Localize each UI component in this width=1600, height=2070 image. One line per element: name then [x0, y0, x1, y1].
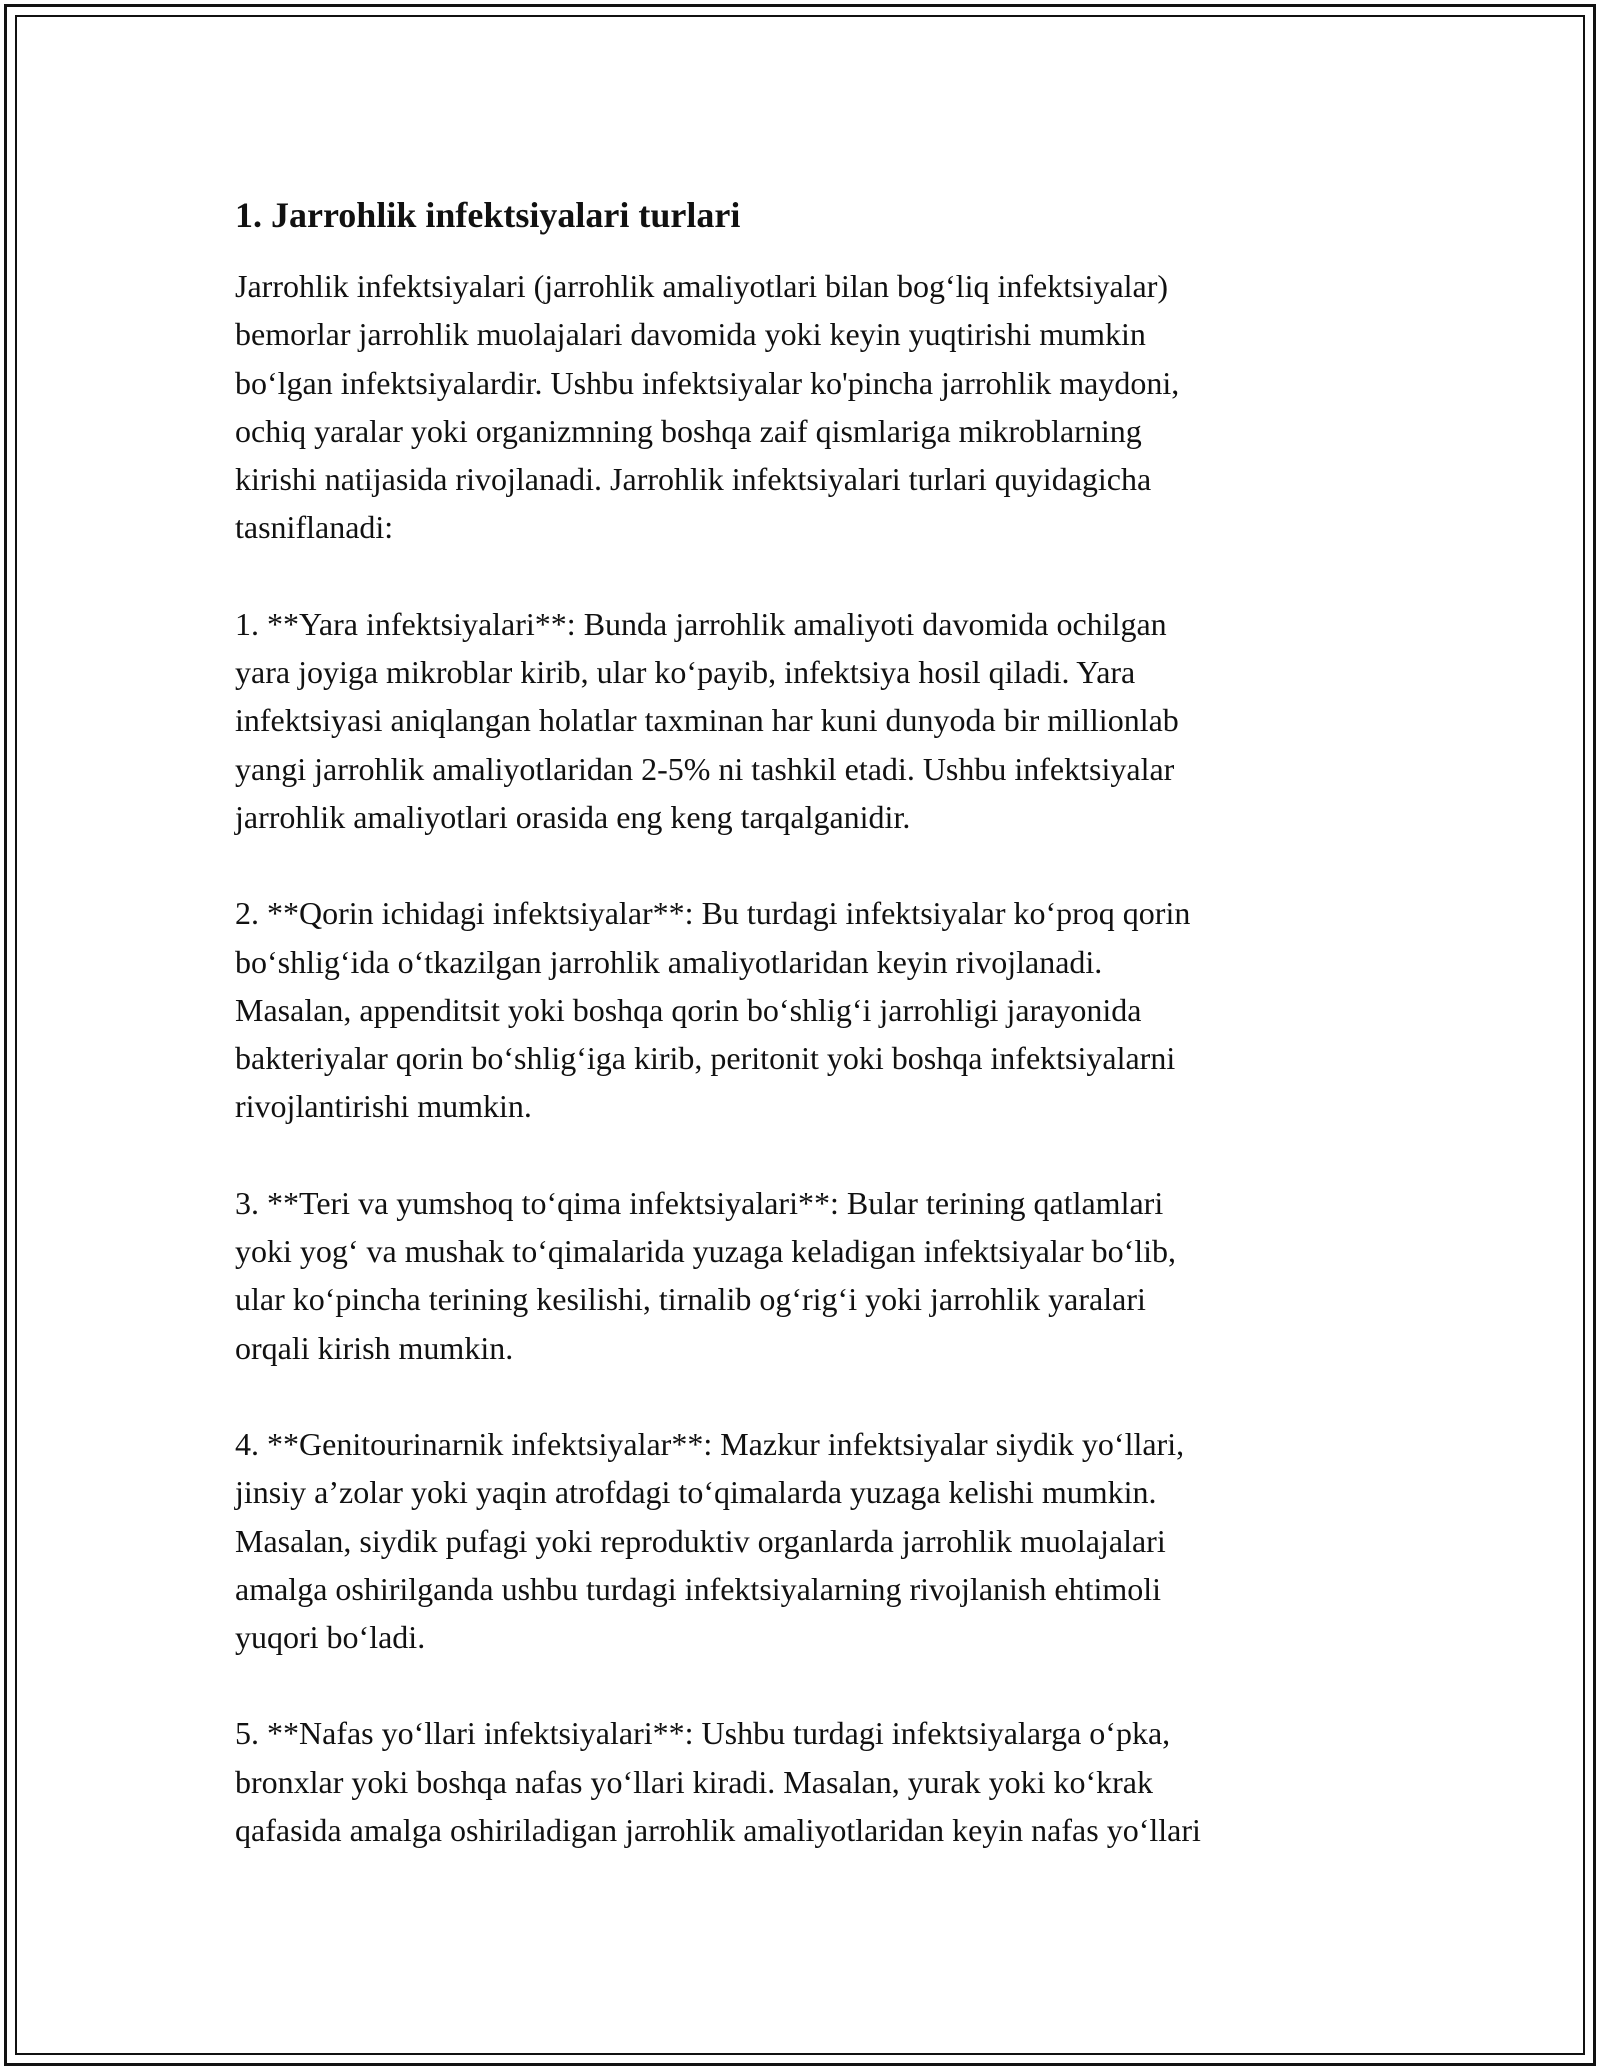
list-item-skin-soft-tissue-infections: 3. **Teri va yumshoq to‘qima infektsiyalari**: Bular terining qatlamlari yoki yog‘ va mushak to‘qimalarida yuzaga keladigan infektsiyalar bo‘lib, ular ko‘pincha terining kesilishi, tirnalib og‘rig‘i yoki jarrohlik yaralari orqali kirish mumkin. — [235, 1184, 1177, 1366]
list-item-wound-infections: 1. **Yara infektsiyalari**: Bunda jarrohlik amaliyoti davomida ochilgan yara joyiga mikroblar kirib, ular ko‘payib, infektsiya hosil qiladi. Yara infektsiyasi aniqlangan holatlar taxminan har kuni dunyoda bir millionlab yangi jarrohlik amaliyotlaridan 2-5% ni tashkil etadi. Ushbu infektsiyalar jarrohlik amaliyotlari orasida eng keng tarqalganidir. — [235, 605, 1179, 835]
list-item-intra-abdominal-infections: 2. **Qorin ichidagi infektsiyalar**: Bu turdagi infektsiyalar ko‘proq qorin bo‘shlig‘ida o‘tkazilgan jarrohlik amaliyotlaridan keyin rivojlanadi. Masalan, appenditsit yoki boshqa qorin bo‘shlig‘i jarrohligi jarayonida bakteriyalar qorin bo‘shlig‘iga kirib, peritonit yoki boshqa infektsiyalarni rivojlantirishi mumkin. — [235, 895, 1191, 1125]
list-item-respiratory-infections: 5. **Nafas yo‘llari infektsiyalari**: Ushbu turdagi infektsiyalarga o‘pka, bronxlar yoki boshqa nafas yo‘llari kiradi. Masalan, yurak yoki ko‘krak qafasida amalga oshiriladigan jarrohlik amaliyotlaridan keyin nafas yo‘llari — [235, 1715, 1201, 1849]
document-body — [235, 180, 1365, 1854]
document-title: 1. Jarrohlik infektsiyalari turlari — [235, 195, 741, 235]
intro-paragraph: Jarrohlik infektsiyalari (jarrohlik amaliyotlari bilan bog‘liq infektsiyalar) bemorlar jarrohlik muolajalari davomida yoki keyin yuqtirishi mumkin bo‘lgan infektsiyalardir. Ushbu infektsiyalar ko'pincha jarrohlik maydoni, ochiq yaralar yoki organizmning boshqa zaif qismlariga mikroblarning kirishi natijasida rivojlanadi. Jarrohlik infektsiyalari turlari quyidagicha tasniflanadi: — [235, 268, 1180, 546]
list-item-genitourinary-infections: 4. **Genitourinarnik infektsiyalar**: Mazkur infektsiyalar siydik yo‘llari, jinsiy a’zolar yoki yaqin atrofdagi to‘qimalarda yuzaga kelishi mumkin. Masalan, siydik pufagi yoki reproduktiv organlarda jarrohlik muolajalari amalga oshirilganda ushbu turdagi infektsiyalarning rivojlanish ehtimoli yuqori bo‘ladi. — [235, 1425, 1185, 1656]
